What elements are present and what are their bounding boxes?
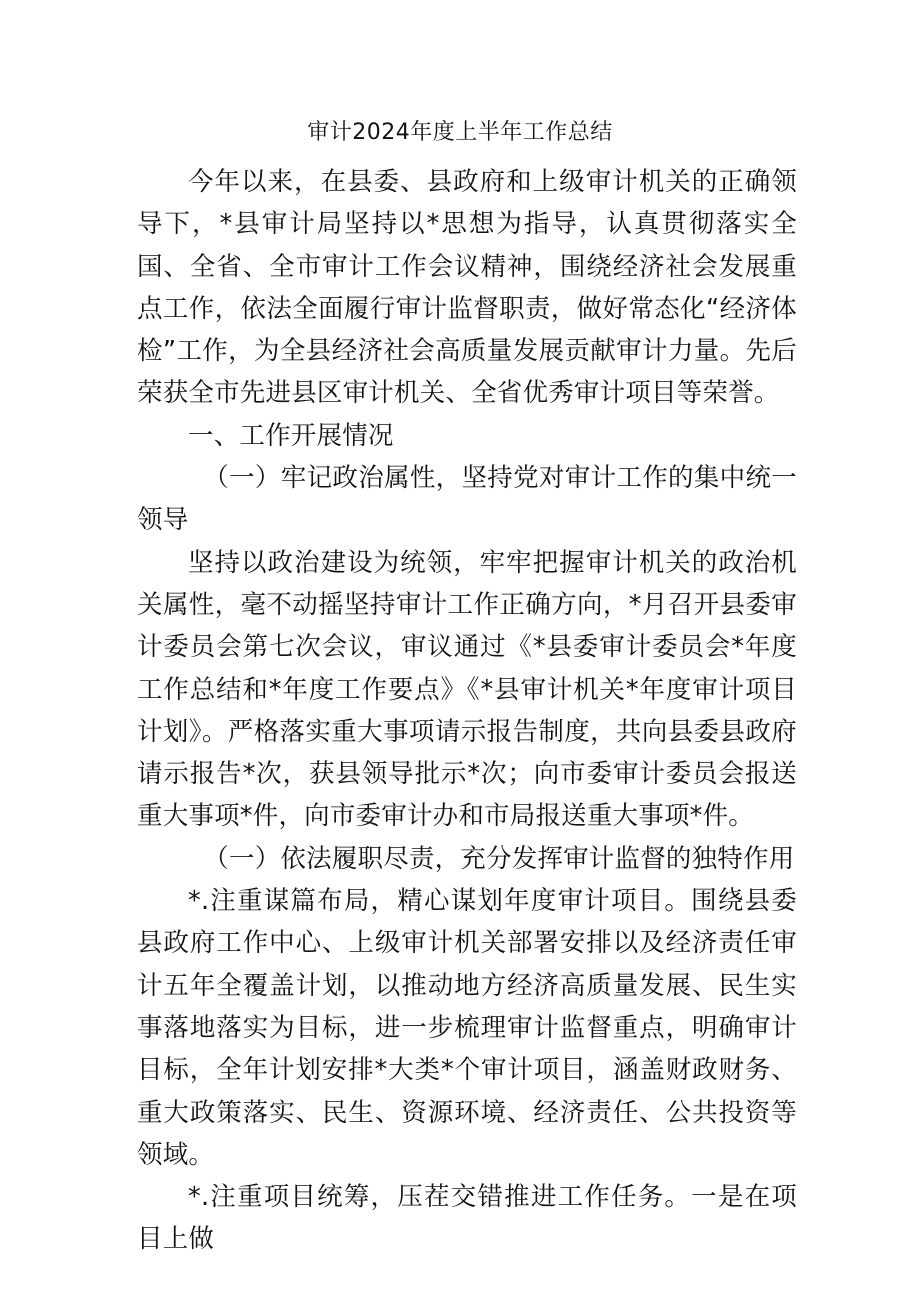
intro-paragraph: 今年以来，在县委、县政府和上级审计机关的正确领导下，*县审计局坚持以*思想为指导，认真贯彻落实全国、全省、全市审计工作会议精神，围绕经济社会发展重点工作，依法全面履行审计监督职责，做好常态化“经济体检”工作，为全县经济社会高质量发展贡献审计力量。先后荣获全市先进县区审计机关、全省优秀审计项目等荣誉。 xyxy=(137,167,797,409)
body-paragraph: *.注重谋篇布局，精心谋划年度审计项目。围绕县委县政府工作中心、上级审计机关部署安排以及经济责任审计五年全覆盖计划，以推动地方经济高质量发展、民生实事落地落实为目标，进一步梳理审计监督重点，明确审计目标，全年计划安排*大类*个审计项目，涵盖财政财务、重大政策落实、民生、资源环境、经济责任、公共投资等领域。 xyxy=(137,886,797,1170)
document-title: 审计2024年度上半年工作总结 xyxy=(307,120,613,145)
section-heading: 一、工作开展情况 xyxy=(188,420,394,451)
sub-heading: （一）依法履职尽责，充分发挥审计监督的独特作用 xyxy=(203,843,795,874)
body-paragraph: 坚持以政治建设为统领，牢牢把握审计机关的政治机关属性，毫不动摇坚持审计工作正确方向，*月召开县委审计委员会第七次会议，审议通过《*县委审计委员会*年度工作总结和*年度工作要点》《*县审计机关*年度审计项目计划》。严格落实重大事项请示报告制度，共向县委县政府请示报告*次，获县领导批示*次；向市委审计委员会报送重大事项*件，向市委审计办和市局报送重大事项*件。 xyxy=(137,547,797,832)
body-paragraph: *.注重项目统筹，压茬交错推进工作任务。一是在项目上做 xyxy=(137,1182,797,1255)
sub-heading: （一）牢记政治属性，坚持党对审计工作的集中统一领导 xyxy=(137,463,797,536)
document-body xyxy=(137,161,797,1261)
